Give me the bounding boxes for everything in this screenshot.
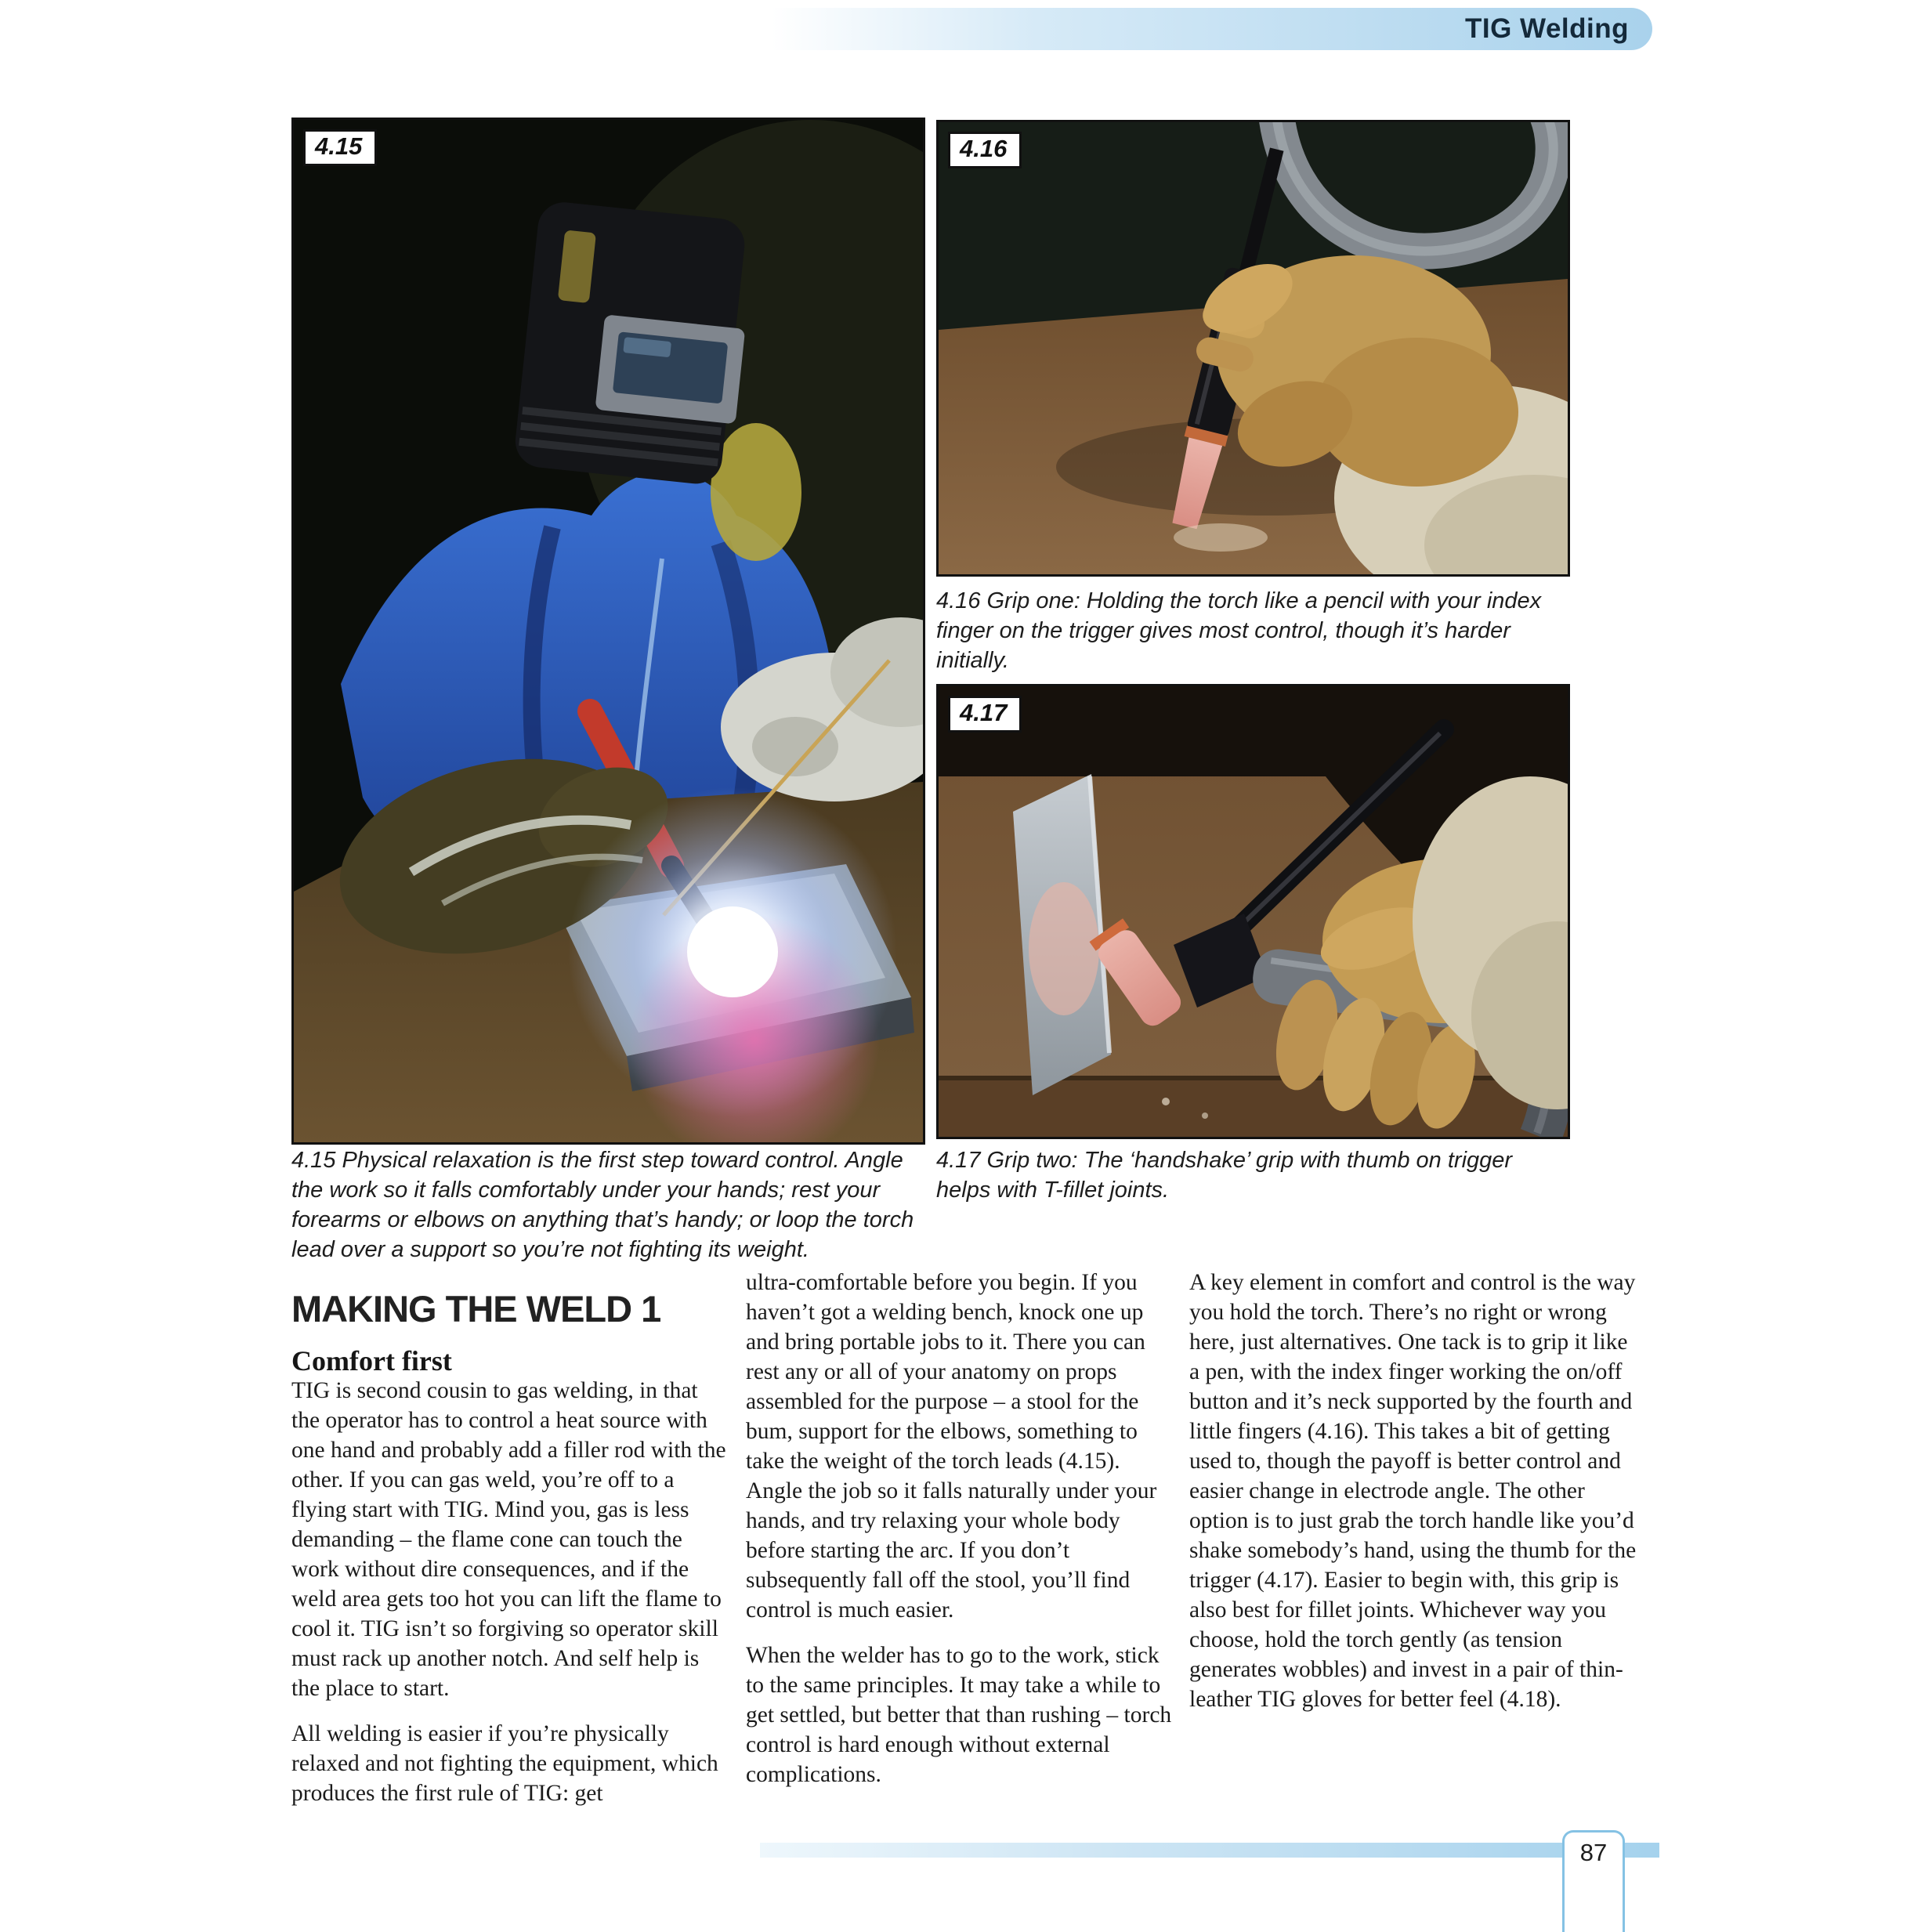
spatter-dot: [1202, 1113, 1208, 1119]
caption-4-17: 4.17 Grip two: The ‘handshake’ grip with thumb on trigger helps with T-fillet joints.: [936, 1148, 1513, 1203]
figure-4-16: [936, 120, 1570, 577]
caption-4-16: 4.16 Grip one: Holding the torch like a pencil with your index finger on the trigger gives most control, though it’s harder initially.: [936, 588, 1542, 673]
wood-highlight: [1174, 523, 1268, 552]
photo-4-15-welder-at-bench: [294, 120, 923, 1142]
paragraph: TIG is second cousin to gas welding, in that the operator has to control a heat source with one hand and probably add a filler rod with the other. If you can gas weld, you’re off to a flying start with TIG. Mind you, gas is less demanding – the flame cone can touch the work without dire consequences, and if the weld area gets too hot you can lift the flame to cool it. TIG isn’t so forgiving so operator skill must rack up another notch. And self help is the place to start.: [291, 1378, 726, 1701]
caption-4-15: 4.15 Physical relaxation is the first step toward control. Angle the work so it falls comfortably under your hands; rest your forearms or elbows on anything that’s handy; or loop the torch lead over a support so you’re not fighting its weight.: [291, 1148, 914, 1262]
header-bar: [772, 8, 1652, 50]
body-column-2: [746, 1268, 1175, 1805]
arc-core: [687, 906, 778, 997]
footer-bar: [760, 1843, 1659, 1858]
photo-4-17-handshake-grip: [939, 686, 1568, 1137]
figure-4-17: [936, 684, 1570, 1139]
page-number-box: [1562, 1830, 1625, 1932]
dark-background-top: [939, 686, 1568, 776]
paragraph: All welding is easier if you’re physically relaxed and not fighting the equipment, which produces the first rule of TIG: get: [291, 1721, 718, 1806]
spatter-dot: [1162, 1098, 1170, 1105]
paragraph: ultra-comfortable before you begin. If you haven’t got a welding bench, knock one up and bring portable jobs to it. There you can rest any or all of your anatomy on props assembled for the purpose – a stool for the bum, support for the elbows, something to take the weight of the torch leads (4.15). Angle the job so it falls naturally under your hands, and try relaxing your whole body before starting the arc. If you don’t subsequently fall off the stool, you’ll find control is much easier.: [746, 1270, 1157, 1623]
paragraph: When the welder has to go to the work, stick to the same principles. It may take a while to get settled, but better that than rushing – torch control is hard enough without external complications.: [746, 1643, 1172, 1787]
running-head: TIG Welding: [1464, 13, 1629, 44]
figure-4-15: [291, 118, 925, 1145]
body-column-3: [1189, 1268, 1639, 1730]
paragraph: A key element in comfort and control is the way you hold the torch. There’s no right or wrong here, just alternatives. One tack is to grip it like a pen, with the index finger working the on/off button and it’s neck supported by the fourth and little fingers (4.16). This takes a bit of getting used to, though the payoff is better control and easier change in electrode angle. The other option is to just grab the torch handle like you’d shake somebody’s hand, using the thumb for the trigger (4.17). Easier to begin with, this grip is also best for fillet joints. Whichever way you choose, hold the torch gently (as tension generates wobbles) and invest in a pair of thin-leather TIG gloves for better feel (4.18).: [1189, 1270, 1637, 1712]
figure-label: 4.16: [948, 132, 1022, 168]
page-number: 87: [1579, 1839, 1608, 1866]
body-column-1: [291, 1376, 732, 1824]
section-subheading: Comfort first: [291, 1344, 452, 1377]
figure-label: 4.15: [303, 129, 377, 166]
photo-4-16-pencil-grip: [939, 122, 1568, 574]
figure-label: 4.17: [948, 696, 1022, 733]
section-heading: MAKING THE WELD 1: [291, 1288, 661, 1330]
welding-helmet: [513, 200, 757, 487]
collar-highlight: [711, 423, 801, 561]
